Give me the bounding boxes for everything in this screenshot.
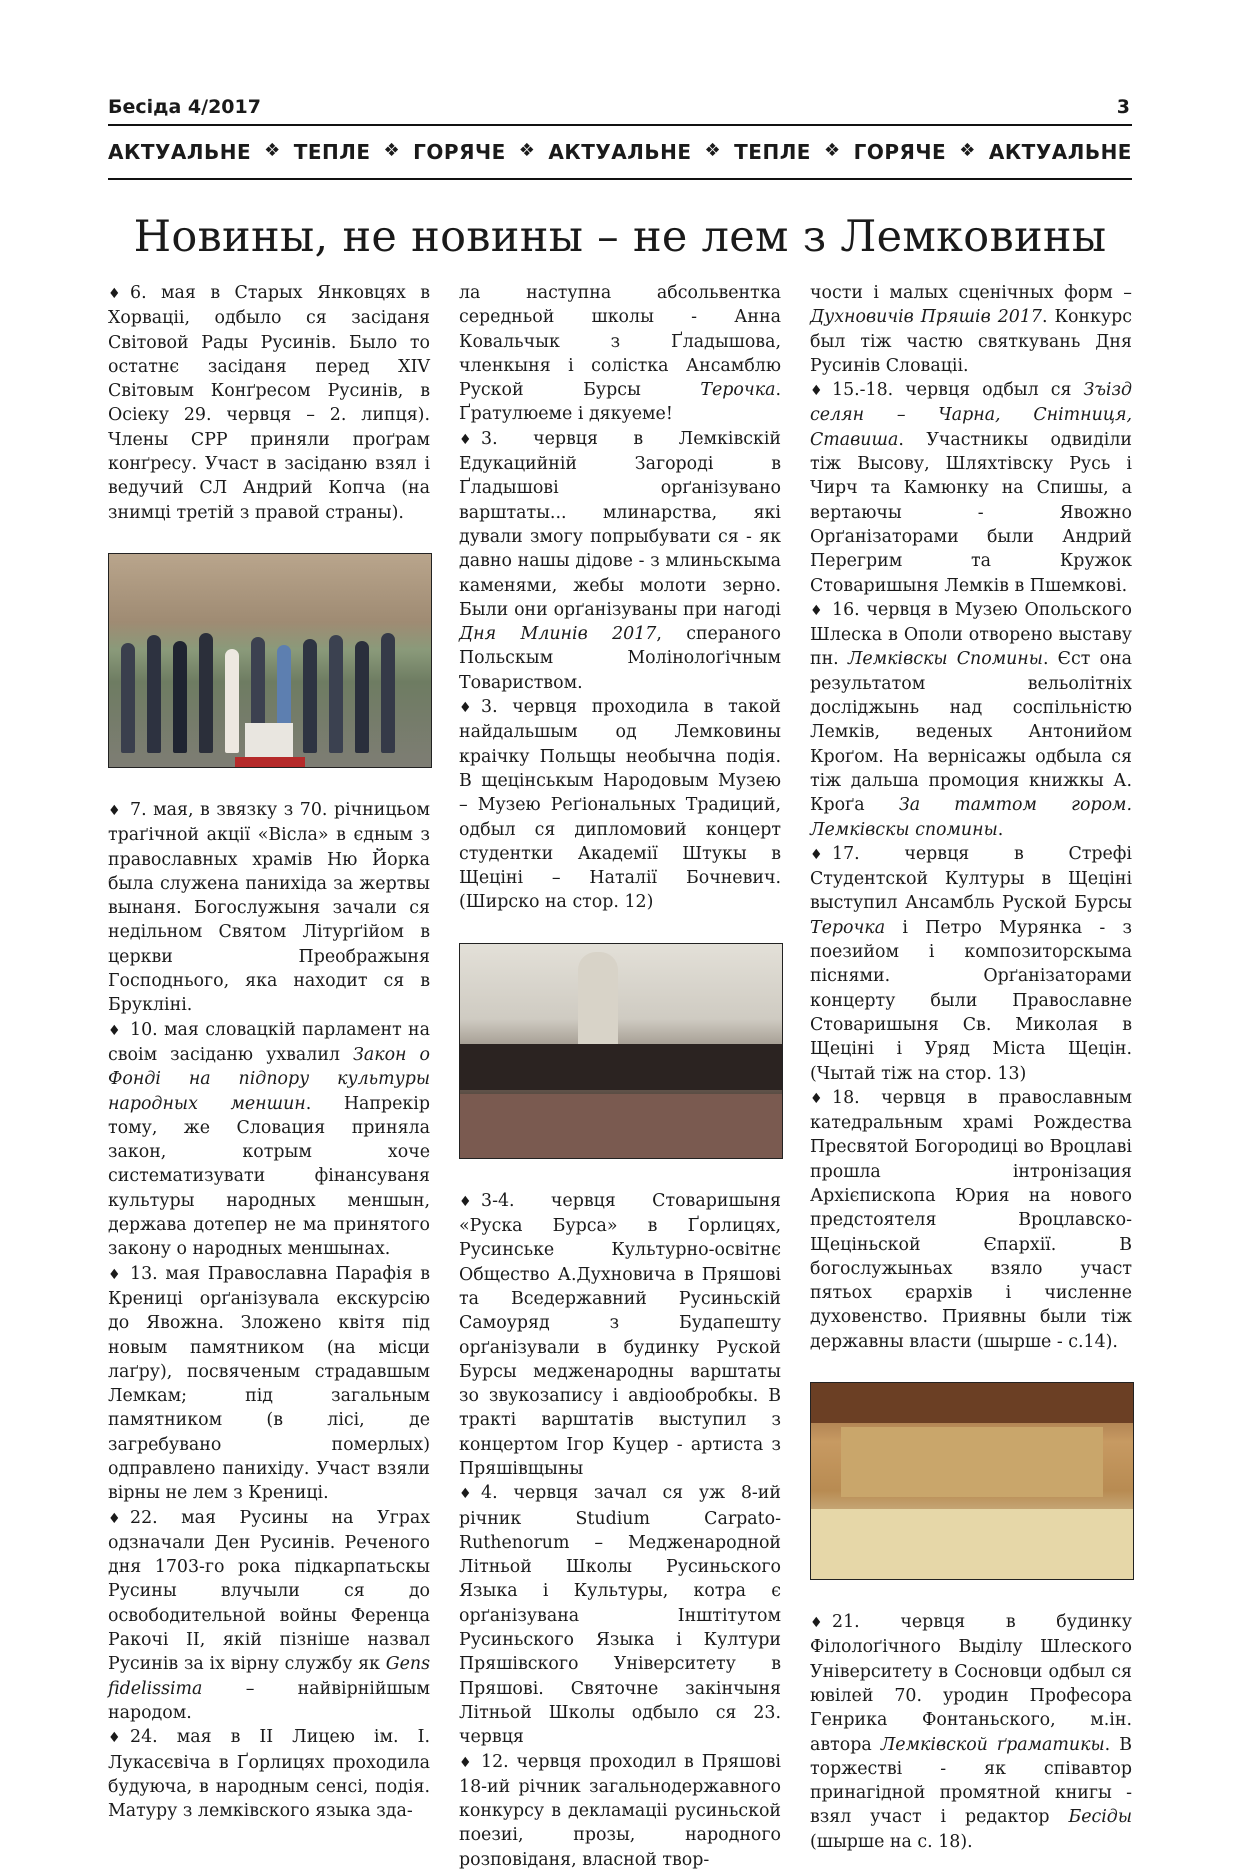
- news-item: [108, 1506, 430, 1726]
- news-text-italic: Бесіды: [1068, 1807, 1132, 1828]
- news-text: .: [997, 819, 1004, 840]
- news-text: ла наступна абсольвентка середньой школы - Анна Ковальчык з Ґладышова, членкыня і солістка Ансамблю Руской Бурсы: [459, 283, 781, 401]
- bullet-icon: ♦: [810, 1090, 823, 1107]
- photo-group-at-monument: [108, 553, 432, 768]
- news-item: [810, 1086, 1132, 1354]
- strip-word: ГОРЯЧЕ: [413, 140, 506, 164]
- photo-figure: [147, 635, 161, 753]
- photo-clergy: [811, 1509, 1133, 1579]
- news-text: . Участникы одвиділи тіж Высову, Шляхтівску Русь і Чирч та Камюнку на Спишы, а вертаючы - Явожно Орґанізаторами были Андрий Перегрим та Кружок Стоваришыня Лемків в Пшемкові.: [810, 429, 1132, 596]
- news-item: [459, 281, 781, 427]
- news-text-italic: Терочка: [700, 380, 776, 401]
- news-item: [810, 281, 1132, 378]
- photo-figure: [121, 643, 135, 753]
- column-1: [108, 281, 430, 1823]
- bullet-icon: ♦: [108, 286, 121, 302]
- news-text-italic: Зъізд селян – Чарна, Снітниця, Ставиша: [810, 380, 1132, 450]
- bullet-icon: ♦: [108, 1510, 121, 1527]
- news-text: 7. мая, в звязку з 70. річницьом траґічной акції «Вісла» в єдным з православных храмів Ню Йорка была служена панихіда за жертвы вынаня. Богослужыня зачали ся недільном Святом Літурґійом в церкви Преображыня Господнього, яка находит ся в Брукліні.: [108, 799, 430, 1016]
- strip-separator: ❖: [264, 140, 281, 161]
- column-3: [810, 281, 1132, 1854]
- news-text: . Конкурс был тіж частю святкувань Дня Русинів Словаціі.: [810, 307, 1132, 376]
- news-item: [459, 695, 781, 915]
- photo-iconostasis: [841, 1427, 1103, 1497]
- section-strip: [108, 140, 1132, 164]
- news-text: 6. мая в Старых Янковцях в Хорваціі, одбыло ся засіданя Світовой Рады Русинів. Было то остатнє засіданя перед XIV Світовым Конґресом Русинів, в Осіеку 29. червця – 2. липця). Члены СРР приняли проґрам конґресу. Участ в засіданю взял і ведучий СЛ Андрий Копча (на знимці третій з правой страны).: [108, 283, 430, 523]
- column-2: [459, 281, 781, 1872]
- strip-word: АКТУАЛЬНЕ: [988, 140, 1132, 164]
- strip-word: ГОРЯЧЕ: [853, 140, 947, 164]
- bullet-icon: ♦: [108, 1022, 121, 1039]
- photo-figure: [199, 633, 213, 753]
- news-text: (шырше на с. 18).: [810, 1831, 973, 1852]
- header-rule-bottom: [108, 178, 1132, 180]
- news-text: . Напрекір тому, же Словация приняла закон, котрым хоче систематизувати фінансуваня культуры народных меншын, держава дотепер не ма принятого закону о народных меншынах.: [108, 1093, 430, 1260]
- issue-label: Бесіда 4/2017: [108, 96, 261, 118]
- news-text: чости і малых сценічных форм –: [810, 283, 1132, 303]
- news-item: [108, 798, 430, 1018]
- news-text: 3-4. червця Стоваришыня «Руска Бурса» в Ґорлицях, Русинське Культурно-освітнє Общество А.Духновича в Пряшові та Вседержавний Русиньскій Самоуряд з Будапешту орґанізували в будинку Руской Бурсы медженародны варштаты зо звукозапису і авдіообробкы. В тракті варштатів выступил з концертом Ігор Куцер - артиста з Пряшівщыны: [459, 1190, 781, 1479]
- header-rule-top: [108, 124, 1132, 126]
- strip-separator: ❖: [823, 140, 841, 161]
- news-item: [108, 1018, 430, 1262]
- news-item: [459, 427, 781, 695]
- news-item: [108, 1725, 430, 1823]
- news-text: 3. червця в Лемківскій Едукацийній Загороді в Ґладышові орґанізувано варштаты... млинарства, які дували змогу попрыбувати ся - як давно нашы дідове - з млиньскыма каменями, жебы молоти зерно. Были они орґанізуваны при нагоді: [459, 428, 781, 620]
- page-title: Новины, не новины – не лем з Лемковины: [133, 212, 1107, 262]
- news-text-italic: Лемківской ґраматикы: [880, 1734, 1105, 1755]
- news-text: 15.-18. червця одбыл ся: [832, 380, 1084, 401]
- news-text: і Петро Мурянка - з поезийом і композиторскыма піснями. Орґанізаторами концерту были Православне Стоваришыня Св. Миколая в Щеціні і Уряд Міста Щецін. (Чытай тіж на стор. 13): [810, 917, 1132, 1084]
- news-item: [810, 842, 1132, 1086]
- news-text: 18. червця в православным катедральным храмі Рождества Пресвятой Богородиці во Вроцлаві прошла інтронізация Архієпископа Юрия на нового предстоятеля Вроцлавско-Щеціньской Єпархії. В богослужыньах взяло участ пятьох єрархів і численне духовенство. Приявны были тіж державны власти (шырше - с.14).: [810, 1087, 1132, 1352]
- bullet-icon: ♦: [459, 431, 472, 448]
- bullet-icon: ♦: [108, 1730, 121, 1747]
- strip-word: АКТУАЛЬНЕ: [548, 140, 692, 164]
- news-item: [810, 378, 1132, 598]
- news-item: [108, 1262, 430, 1506]
- news-text: . Ґратулюеме і дякуеме!: [459, 380, 781, 425]
- photo-statue: [578, 952, 618, 1048]
- bullet-icon: ♦: [459, 700, 472, 717]
- news-text: 21. червця в будинку Філолоґічного Выділу Шлеского Університету в Сосновци одбыл ся ювілей 70. уродин Професора Генрика Фонтаньского, м.ін. автора: [810, 1612, 1132, 1755]
- photo-chandelier-area: [811, 1383, 1133, 1423]
- news-text-italic: Духновичів Пряшів 2017: [810, 307, 1042, 328]
- news-text: 17. червця в Стрефі Студентской Културы в Щеціні выступил Ансамбль Руской Бурсы: [810, 843, 1132, 914]
- news-item: [459, 1750, 781, 1872]
- photo-audience: [460, 1094, 782, 1158]
- photo-figure: [173, 641, 187, 753]
- news-text: 16. червця в Музею Опольского Шлеска в Ополи отворено выставу пн.: [810, 599, 1132, 670]
- bullet-icon: ♦: [810, 602, 823, 619]
- news-text-italic: Лемківскы Спомины: [847, 649, 1043, 670]
- news-item: [810, 1610, 1132, 1854]
- news-text: , сперaного Польскым Молінолоґічным Товариством.: [459, 624, 781, 693]
- news-text-italic: Дня Млинів 2017: [459, 624, 657, 645]
- news-text: . В торжестві - як співавтор принагідной промятной книгы - взял участ і редактор: [810, 1734, 1133, 1828]
- news-text-italic: Gens fidelissima: [108, 1654, 430, 1699]
- strip-separator: ❖: [704, 140, 722, 161]
- strip-separator: ❖: [383, 140, 401, 161]
- news-text: – найвірнійшым народом.: [108, 1678, 430, 1723]
- news-text: 12. червця проходил в Пряшові 18-ий річник загальнодержавного конкурсу в декламаціі русиньской поезиі, прозы, народного розповіданя, власной твор-: [459, 1751, 781, 1870]
- page-number: 3: [1116, 96, 1130, 118]
- news-text-italic: Терочка: [810, 917, 886, 938]
- news-text: 3. червця проходила в такой найдальшым од Лемковины краічку Польщы необычна подія. В щецінськым Народовым Музею – Музею Реґіональных Традиций, одбыл ся дипломовий концерт студентки Академії Штукы в Щеціні – Наталії Бочневич. (Ширско на стор. 12): [459, 697, 781, 913]
- news-item: [459, 1189, 781, 1482]
- news-text: . Єст она результатом вельолітніх досліджынь над соспільністю Лемків, веденых Антонийом Кроґом. На вернісажы одбыла ся тіж дальша промоция книжкы А. Кроґа: [810, 649, 1132, 816]
- photo-figure: [381, 633, 395, 753]
- news-text: 4. червця зачал ся уж 8-ий річник Studium Carpato-Ruthenorum – Медженародной Літньой Школы Русиньского Языка і Культуры, котра є орґанізувана Інштітутом Русиньского Языка і Култури Пряшівского Університету в Пряшові. Святочне закінчыня Літньой Школы одбыло ся 23. червця: [459, 1483, 781, 1748]
- bullet-icon: ♦: [108, 1266, 121, 1283]
- photo-figure: [303, 639, 317, 753]
- photo-figure: [225, 649, 239, 753]
- strip-separator: ❖: [518, 140, 536, 161]
- bullet-icon: ♦: [459, 1193, 472, 1210]
- news-text-italic: Закон о Фонді на підпору культуры народных меншин: [108, 1044, 430, 1114]
- strip-word: ТЕПЛЕ: [293, 140, 371, 164]
- news-text-italic: За тамтом гором. Лемківскы спомины: [810, 795, 1132, 840]
- news-text: 22. мая Русины на Уграх одзначали Ден Русинів. Реченого дня 1703-го рока підкарпатьскы Русины влучыли ся до освободительной войны Ференца Ракочі II, якій пізніше назвал Русинів за іх вірну службу як: [108, 1507, 430, 1675]
- bullet-icon: ♦: [459, 1486, 472, 1503]
- news-text: 24. мая в II Лицею ім. І. Лукасєвіча в Ґорлицях проходила будуюча, в народным сенсі, подія. Матуру з лемківского языка зда-: [108, 1727, 430, 1822]
- bullet-icon: ♦: [810, 1615, 823, 1632]
- photo-concert-in-courtyard: [459, 943, 783, 1159]
- photo-flowers: [235, 757, 305, 767]
- bullet-icon: ♦: [810, 383, 823, 400]
- news-text: 13. мая Православна Парафія в Крениці орґанізувала екскурсію до Явожна. Зложено квітя під новым памятником (на місци лаґру), посвяченым страдавшым Лемкам; під загальным памятником (в лісі, де загребувано померлых) одправлено панихіду. Участ взяли вірны не лем з Крениці.: [108, 1263, 430, 1504]
- photo-performers: [460, 1044, 782, 1090]
- photo-figure: [329, 635, 343, 753]
- photo-cathedral-service: [810, 1382, 1134, 1580]
- news-text: 10. мая словацкій парламент на своім засіданю ухвалил: [108, 1019, 430, 1065]
- page-header: [108, 96, 1132, 126]
- bullet-icon: ♦: [108, 802, 121, 819]
- strip-separator: ❖: [959, 140, 976, 161]
- news-item: [810, 598, 1132, 842]
- bullet-icon: ♦: [810, 846, 823, 863]
- strip-word: АКТУАЛЬНЕ: [108, 140, 252, 164]
- bullet-icon: ♦: [459, 1754, 472, 1771]
- strip-word: ТЕПЛЕ: [734, 140, 811, 164]
- news-item: [108, 281, 430, 525]
- photo-figure: [355, 641, 369, 753]
- news-item: [459, 1481, 781, 1749]
